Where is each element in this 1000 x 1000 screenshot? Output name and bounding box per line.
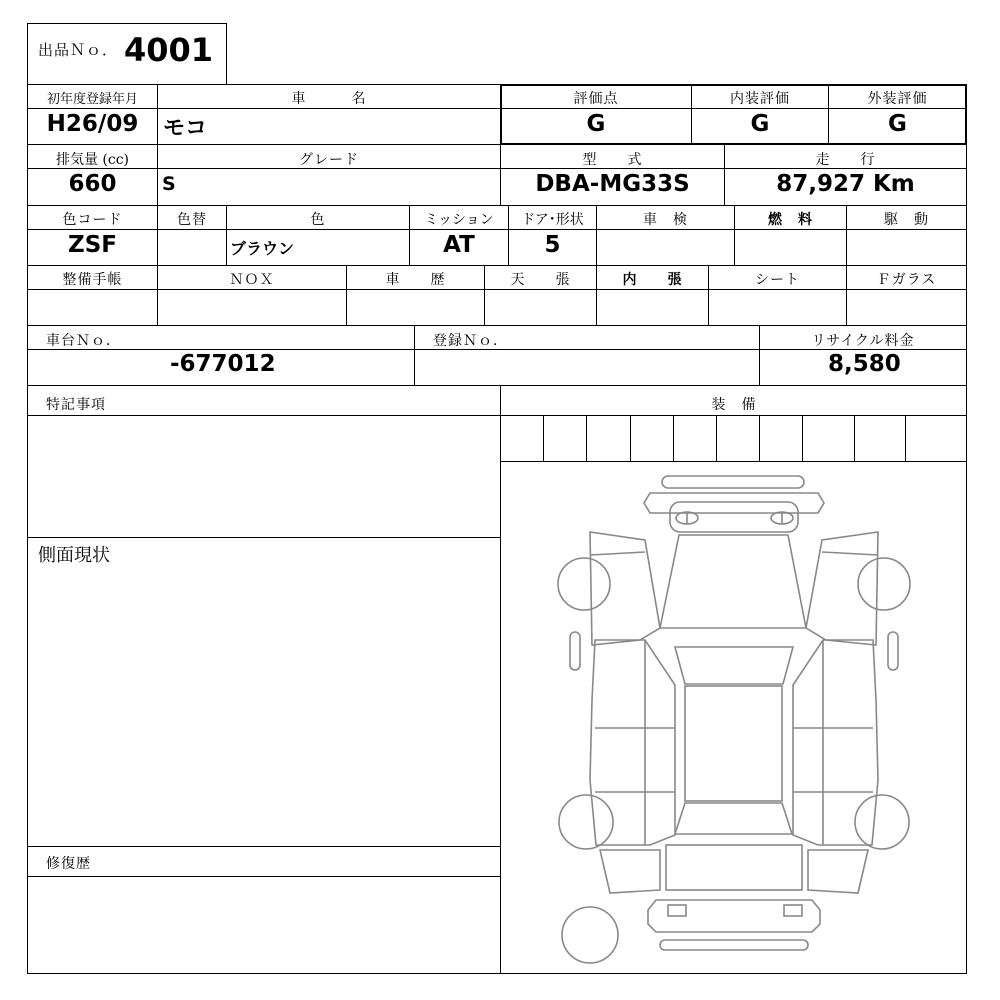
inspection-label: 車 検 [643,212,688,228]
door-label: ドア･形状 [521,212,584,228]
roof-label: 天 張 [510,272,571,288]
door-value: 5 [544,232,561,258]
grade-value: S [162,173,176,195]
score-value: G [586,111,606,137]
color-value: ブラウン [230,239,295,258]
first-reg-value: H26/09 [46,111,139,137]
car-name-value: モコ [163,116,208,141]
model-value: DBA-MG33S [535,171,690,197]
displacement-label: 排気量 (cc) [55,152,130,168]
car-name-label: 車 名 [291,91,367,107]
lot-number-box [27,23,227,85]
fuel-label: 燃 料 [768,212,813,228]
color-code-value: ZSF [68,232,117,258]
side-label: 側面現状 [38,545,110,566]
mileage-value: 87,927 Km [776,171,915,197]
equipment-label: 装 備 [711,397,757,413]
history-label: 車 歴 [385,272,446,288]
repair-label: 修復歴 [46,856,91,872]
interior-trim-label: 内 張 [622,272,683,288]
recycle-value: 8,580 [828,351,901,377]
recycle-label: リサイクル料金 [811,333,915,349]
exterior-label: 外装評価 [867,91,928,107]
maintenance-label: 整備手帳 [62,272,123,288]
interior-value: G [750,111,770,137]
notes-label: 特記事項 [46,397,106,413]
mission-value: AT [443,232,475,258]
fglass-label: Ｆガラス [876,272,937,288]
drive-label: 駆 動 [884,212,929,228]
mileage-label: 走 行 [815,152,876,168]
car-diagram [500,462,966,974]
reg-label: 登録Ｎｏ． [433,333,508,349]
nox-label: ＮＯＸ [229,272,275,288]
first-reg-label: 初年度登録年月 [46,92,138,107]
chassis-value: -677012 [170,351,276,377]
lot-number: 4001 [124,31,214,69]
grade-label: グレード [299,152,359,168]
interior-label: 内装評価 [730,91,790,107]
chassis-label: 車台Ｎｏ． [46,333,121,349]
lot-label: 出品Ｎｏ． [38,41,119,59]
displacement-value: 660 [68,171,117,197]
color-code-label: 色コード [62,212,123,228]
repaint-label: 色替 [177,212,207,228]
model-label: 型 式 [582,152,643,168]
exterior-value: G [888,111,907,137]
color-label: 色 [310,212,326,228]
seat-label: シート [755,272,800,288]
score-label: 評価点 [573,91,619,107]
mission-label: ミッション [424,212,494,228]
